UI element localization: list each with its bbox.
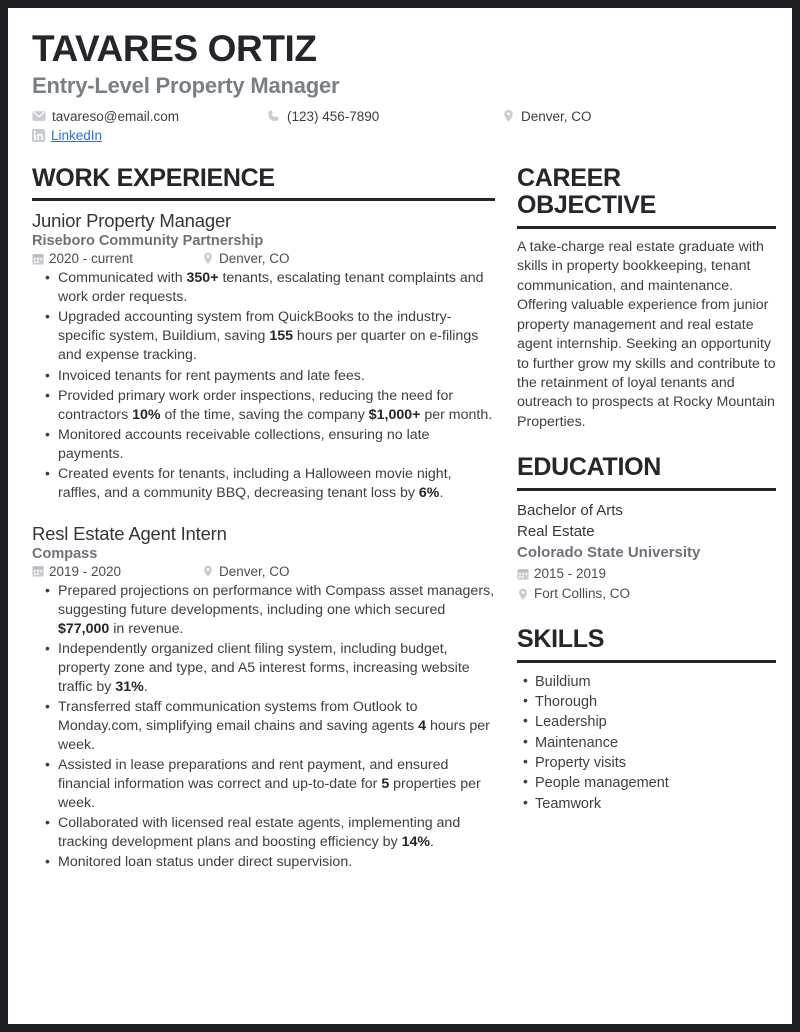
skill-item: • Property visits (535, 753, 776, 773)
map-pin-icon (202, 565, 214, 578)
map-pin-icon (502, 109, 515, 123)
section-spacer (517, 604, 776, 626)
contact-email[interactable] (32, 109, 267, 124)
section-education (517, 454, 776, 604)
skills-rule (517, 660, 776, 663)
job-entry (32, 523, 495, 872)
skill-item: • Buildium (535, 672, 776, 692)
bullet-item: • Monitored loan status under direct supervision. (58, 853, 495, 872)
job-dates (32, 251, 202, 266)
envelope-icon (32, 109, 46, 123)
calendar-icon (517, 568, 529, 580)
candidate-name: TAVARES ORTIZ (32, 28, 317, 69)
education-dates (517, 564, 776, 584)
job-company: Riseboro Community Partnership (32, 233, 264, 250)
bullet-item: • Assisted in lease preparations and rent payment, and ensured financial information was correct and up-to-date for 5 properties per week. (58, 756, 495, 813)
bullet-item: • Upgraded accounting system from QuickBooks to the industry-specific system, Buildium, saving 155 hours per quarter on e-filings and expense tracking. (58, 308, 495, 365)
job-location-text: Denver, CO (219, 251, 290, 267)
section-work-experience (32, 165, 495, 872)
job-location (202, 564, 290, 579)
work-experience-rule (32, 198, 495, 201)
contact-email-text: tavareso@email.com (52, 108, 179, 124)
education-field: Real Estate (517, 523, 595, 541)
calendar-icon (32, 565, 44, 577)
education-location-text: Fort Collins, CO (534, 586, 631, 602)
job-entry (32, 210, 495, 502)
candidate-headline: Entry-Level Property Manager (32, 72, 340, 98)
job-dates-text: 2020 - current (49, 251, 134, 267)
job-bullets (32, 269, 495, 502)
contact-linkedin-text[interactable]: LinkedIn (51, 127, 103, 143)
calendar-icon (32, 253, 44, 265)
contact-row-primary (32, 109, 768, 124)
skill-item: • Maintenance (535, 733, 776, 753)
section-skills (517, 626, 776, 814)
left-column (32, 165, 495, 878)
bullet-item: • Communicated with 350+ tenants, escalating tenant complaints and work order requests. (58, 269, 495, 307)
career-objective-title-line1: CAREER (517, 163, 621, 192)
career-objective-rule (517, 226, 776, 229)
bullet-item: • Collaborated with licensed real estate agents, implementing and tracking development plans and boosting efficiency by 14%. (58, 814, 495, 852)
job-location (202, 251, 290, 266)
career-objective-title-line2: OBJECTIVE (517, 191, 656, 220)
bullet-item: • Provided primary work order inspections, reducing the need for contractors 10% of the time, saving the company $1,000+ per month. (58, 387, 495, 425)
skill-item: • People management (535, 773, 776, 793)
education-rule (517, 488, 776, 491)
resume-body (32, 163, 776, 878)
column-gap (495, 165, 517, 878)
job-meta (32, 251, 495, 266)
contact-phone[interactable] (267, 109, 502, 124)
job-spacer (32, 509, 495, 523)
section-career-objective (517, 165, 776, 433)
section-spacer (517, 432, 776, 454)
job-title: Resl Estate Agent Intern (32, 522, 227, 544)
job-company: Compass (32, 545, 98, 562)
education-dates-text: 2015 - 2019 (534, 565, 607, 581)
skills-list (517, 672, 776, 814)
job-location-text: Denver, CO (219, 563, 290, 579)
map-pin-icon (517, 588, 529, 601)
bullet-item: • Monitored accounts receivable collections, ensuring no late payments. (58, 426, 495, 464)
contact-linkedin[interactable] (32, 128, 102, 143)
skill-item: • Teamwork (535, 794, 776, 814)
bullet-item: • Transferred staff communication systems from Outlook to Monday.com, simplifying email chains and saving agents 4 hours per week. (58, 698, 495, 755)
contact-location-text: Denver, CO (521, 108, 592, 124)
job-meta (32, 564, 495, 579)
phone-icon (267, 109, 281, 123)
contact-row-secondary (32, 128, 768, 143)
job-dates (32, 564, 202, 579)
career-objective-text: A take-charge real estate graduate with skills in property bookkeeping, tenant communication, and maintenance. Offering valuable experience from junior property management and real estate agent internship. Seeking an opportunity to further grow my skills and contribute to the retainment of loyal tenants and outreach to prospects at Rocky Mountain Properties. (517, 238, 776, 430)
contact-phone-text: (123) 456-7890 (287, 108, 380, 124)
work-experience-title: WORK EXPERIENCE (32, 163, 275, 192)
bullet-item: • Created events for tenants, including a Halloween movie night, raffles, and a community BBQ, decreasing tenant loss by 6%. (58, 465, 495, 503)
skills-title: SKILLS (517, 625, 605, 654)
skill-item: • Leadership (535, 712, 776, 732)
education-school: Colorado State University (517, 544, 701, 562)
bullet-item: • Invoiced tenants for rent payments and late fees. (58, 367, 495, 386)
skill-item: • Thorough (535, 692, 776, 712)
job-bullets (32, 582, 495, 872)
resume-header (32, 30, 768, 143)
resume-page (8, 8, 792, 1024)
job-dates-text: 2019 - 2020 (49, 563, 122, 579)
linkedin-icon (32, 129, 45, 142)
bullet-item: • Independently organized client filing system, including budget, property zone and type, and A5 interest forms, increasing website traffic by 31%. (58, 640, 495, 697)
education-title: EDUCATION (517, 453, 662, 482)
contact-location (502, 109, 592, 124)
right-column (517, 165, 776, 878)
job-title: Junior Property Manager (32, 210, 231, 232)
education-location (517, 584, 776, 604)
education-degree: Bachelor of Arts (517, 501, 623, 519)
bullet-item: • Prepared projections on performance with Compass asset managers, suggesting future developments, including one which secured $77,000 in revenue. (58, 582, 495, 639)
map-pin-icon (202, 252, 214, 265)
